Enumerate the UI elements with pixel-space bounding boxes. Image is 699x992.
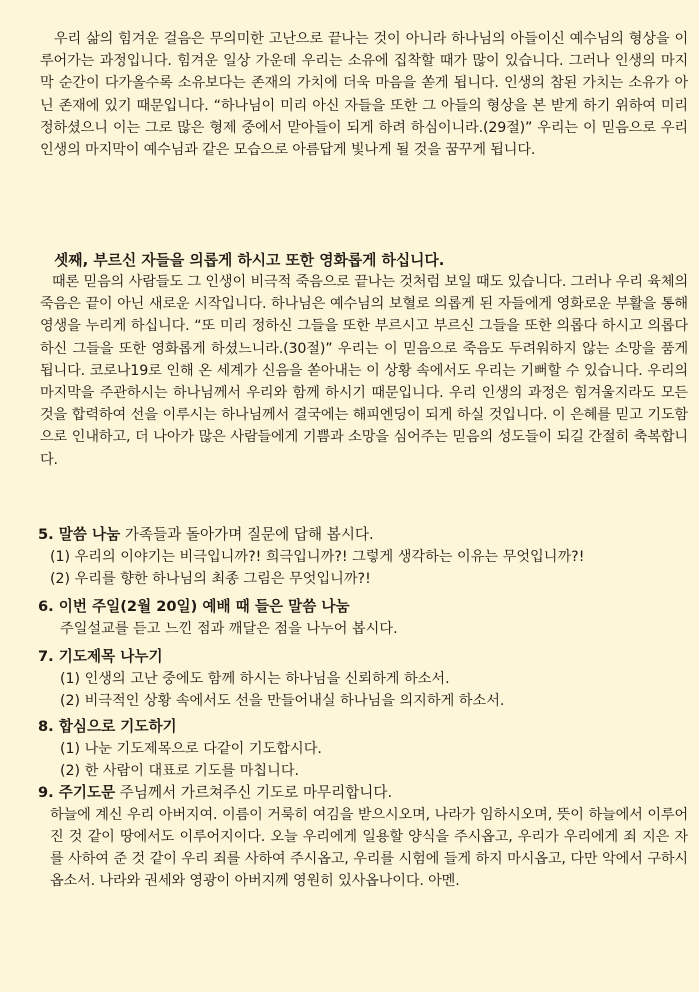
intro-paragraph: 우리 삶의 힘겨운 걸음은 무의미한 고난으로 끝나는 것이 아니라 하나님의 아들이신 예수님의 형상을 이루어가는 과정입니다. 힘겨운 일상 가운데 우리는 소유에 집착할 때가 많이 있습니다. 그러나 인생의 마지막 순간이 다가올수록 소유보다는 존재의 가치에 더욱 마음을 쏟게 됩니다. 인생의 참된 가치는 소유가 아닌 존재에 있기 때문입니다. “하나님이 미리 아신 자들을 또한 그 아들의 형상을 본 받게 하기 위하여 미리 정하셨으니 이는 그로 많은 형제 중에서 맏아들이 되게 하려 하심이니라.(29절)” 우리는 이 믿음으로 우리 인생의 마지막이 예수님과 같은 모습으로 아름답게 빛나게 될 것을 꿈꾸게 됩니다.	[40, 31, 688, 159]
item-8-point-2: (2) 한 사람이 대표로 기도를 마칩니다.	[60, 763, 300, 779]
item-7-point-1: (1) 인생의 고난 중에도 함께 하시는 하나님을 신뢰하게 하소서.	[60, 671, 450, 687]
item-5-question-1: (1) 우리의 이야기는 비극입니까?! 희극입니까?! 그렇게 생각하는 이유는 무엇입니까?!	[50, 549, 585, 565]
item-5-title	[38, 524, 690, 546]
item-8-title-bold: 8. 합심으로 기도하기	[38, 718, 177, 735]
discussion-items	[38, 524, 690, 892]
item-5-title-bold: 5. 말씀 나눔	[38, 526, 121, 543]
section-third-heading: 셋째, 부르신 자들을 의롭게 하시고 또한 영화롭게 하십니다.	[54, 252, 445, 269]
item-8-point-1: (1) 나눈 기도제목으로 다같이 기도합시다.	[60, 741, 322, 757]
item-7-title	[38, 646, 690, 668]
section-third-body: 때론 믿음의 사람들도 그 인생이 비극적 죽음으로 끝나는 것처럼 보일 때도 있습니다. 그러나 우리 육체의 죽음은 끝이 아닌 새로운 시작입니다. 하나님은 예수님의 보혈로 의롭게 된 자들에게 영화로운 부활을 통해 영생을 누리게 하십니다. “또 미리 정하신 그들을 또한 부르시고 부르신 그들을 또한 의롭다 하시고 의롭다 하신 그들을 또한 영화롭게 하셨느니라.(30절)” 우리는 이 믿음으로 죽음도 두려워하지 않는 소망을 품게 됩니다. 코로나19로 인해 온 세계가 신음을 쏟아내는 이 상황 속에서도 우리는 기뻐할 수 있습니다. 우리의 마지막을 주관하시는 하나님께서 우리와 함께 하시기 때문입니다. 우리 인생의 과정은 힘겨울지라도 모든 것을 합력하여 선을 이루시는 하나님께서 결국에는 해피엔딩이 되게 하실 것입니다. 이 은혜를 믿고 기도함으로 인내하고, 더 나아가 많은 사람들에게 기쁨과 소망을 심어주는 믿음의 성도들이 되길 간절히 축복합니다.	[40, 274, 688, 468]
item-9-title	[38, 782, 690, 804]
item-9-title-bold: 9. 주기도문	[38, 784, 116, 801]
item-6-title	[38, 596, 690, 618]
item-9-title-rest: 주님께서 가르쳐주신 기도로 마무리합니다.	[115, 784, 393, 801]
item-6-title-bold: 6. 이번 주일(2월 20일) 예배 때 들은 말씀 나눔	[38, 598, 350, 615]
section-third	[40, 250, 688, 471]
item-8-title	[38, 716, 690, 738]
lords-prayer-text: 하늘에 계신 우리 아버지여. 이름이 거룩히 여김을 받으시오며, 나라가 임하시오며, 뜻이 하늘에서 이루어진 것 같이 땅에서도 이루어지이다. 오늘 우리에게 일용할 양식을 주시옵고, 우리가 우리에게 죄 지은 자를 사하여 준 것 같이 우리 죄를 사하여 주시옵고, 우리를 시험에 들게 하지 마시옵고, 다만 악에서 구하시옵소서. 나라와 권세와 영광이 아버지께 영원히 있사옵나이다. 아멘.	[50, 807, 688, 889]
item-5-question-2: (2) 우리를 향한 하나님의 최종 그림은 무엇입니까?!	[50, 571, 371, 587]
item-5-title-rest: 가족들과 돌아가며 질문에 답해 봅시다.	[120, 526, 374, 543]
item-6-text: 주일설교를 듣고 느낀 점과 깨달은 점을 나누어 봅시다.	[60, 621, 398, 637]
item-7-title-bold: 7. 기도제목 나누기	[38, 648, 163, 665]
item-7-point-2: (2) 비극적인 상황 속에서도 선을 만들어내실 하나님을 의지하게 하소서.	[60, 693, 505, 709]
